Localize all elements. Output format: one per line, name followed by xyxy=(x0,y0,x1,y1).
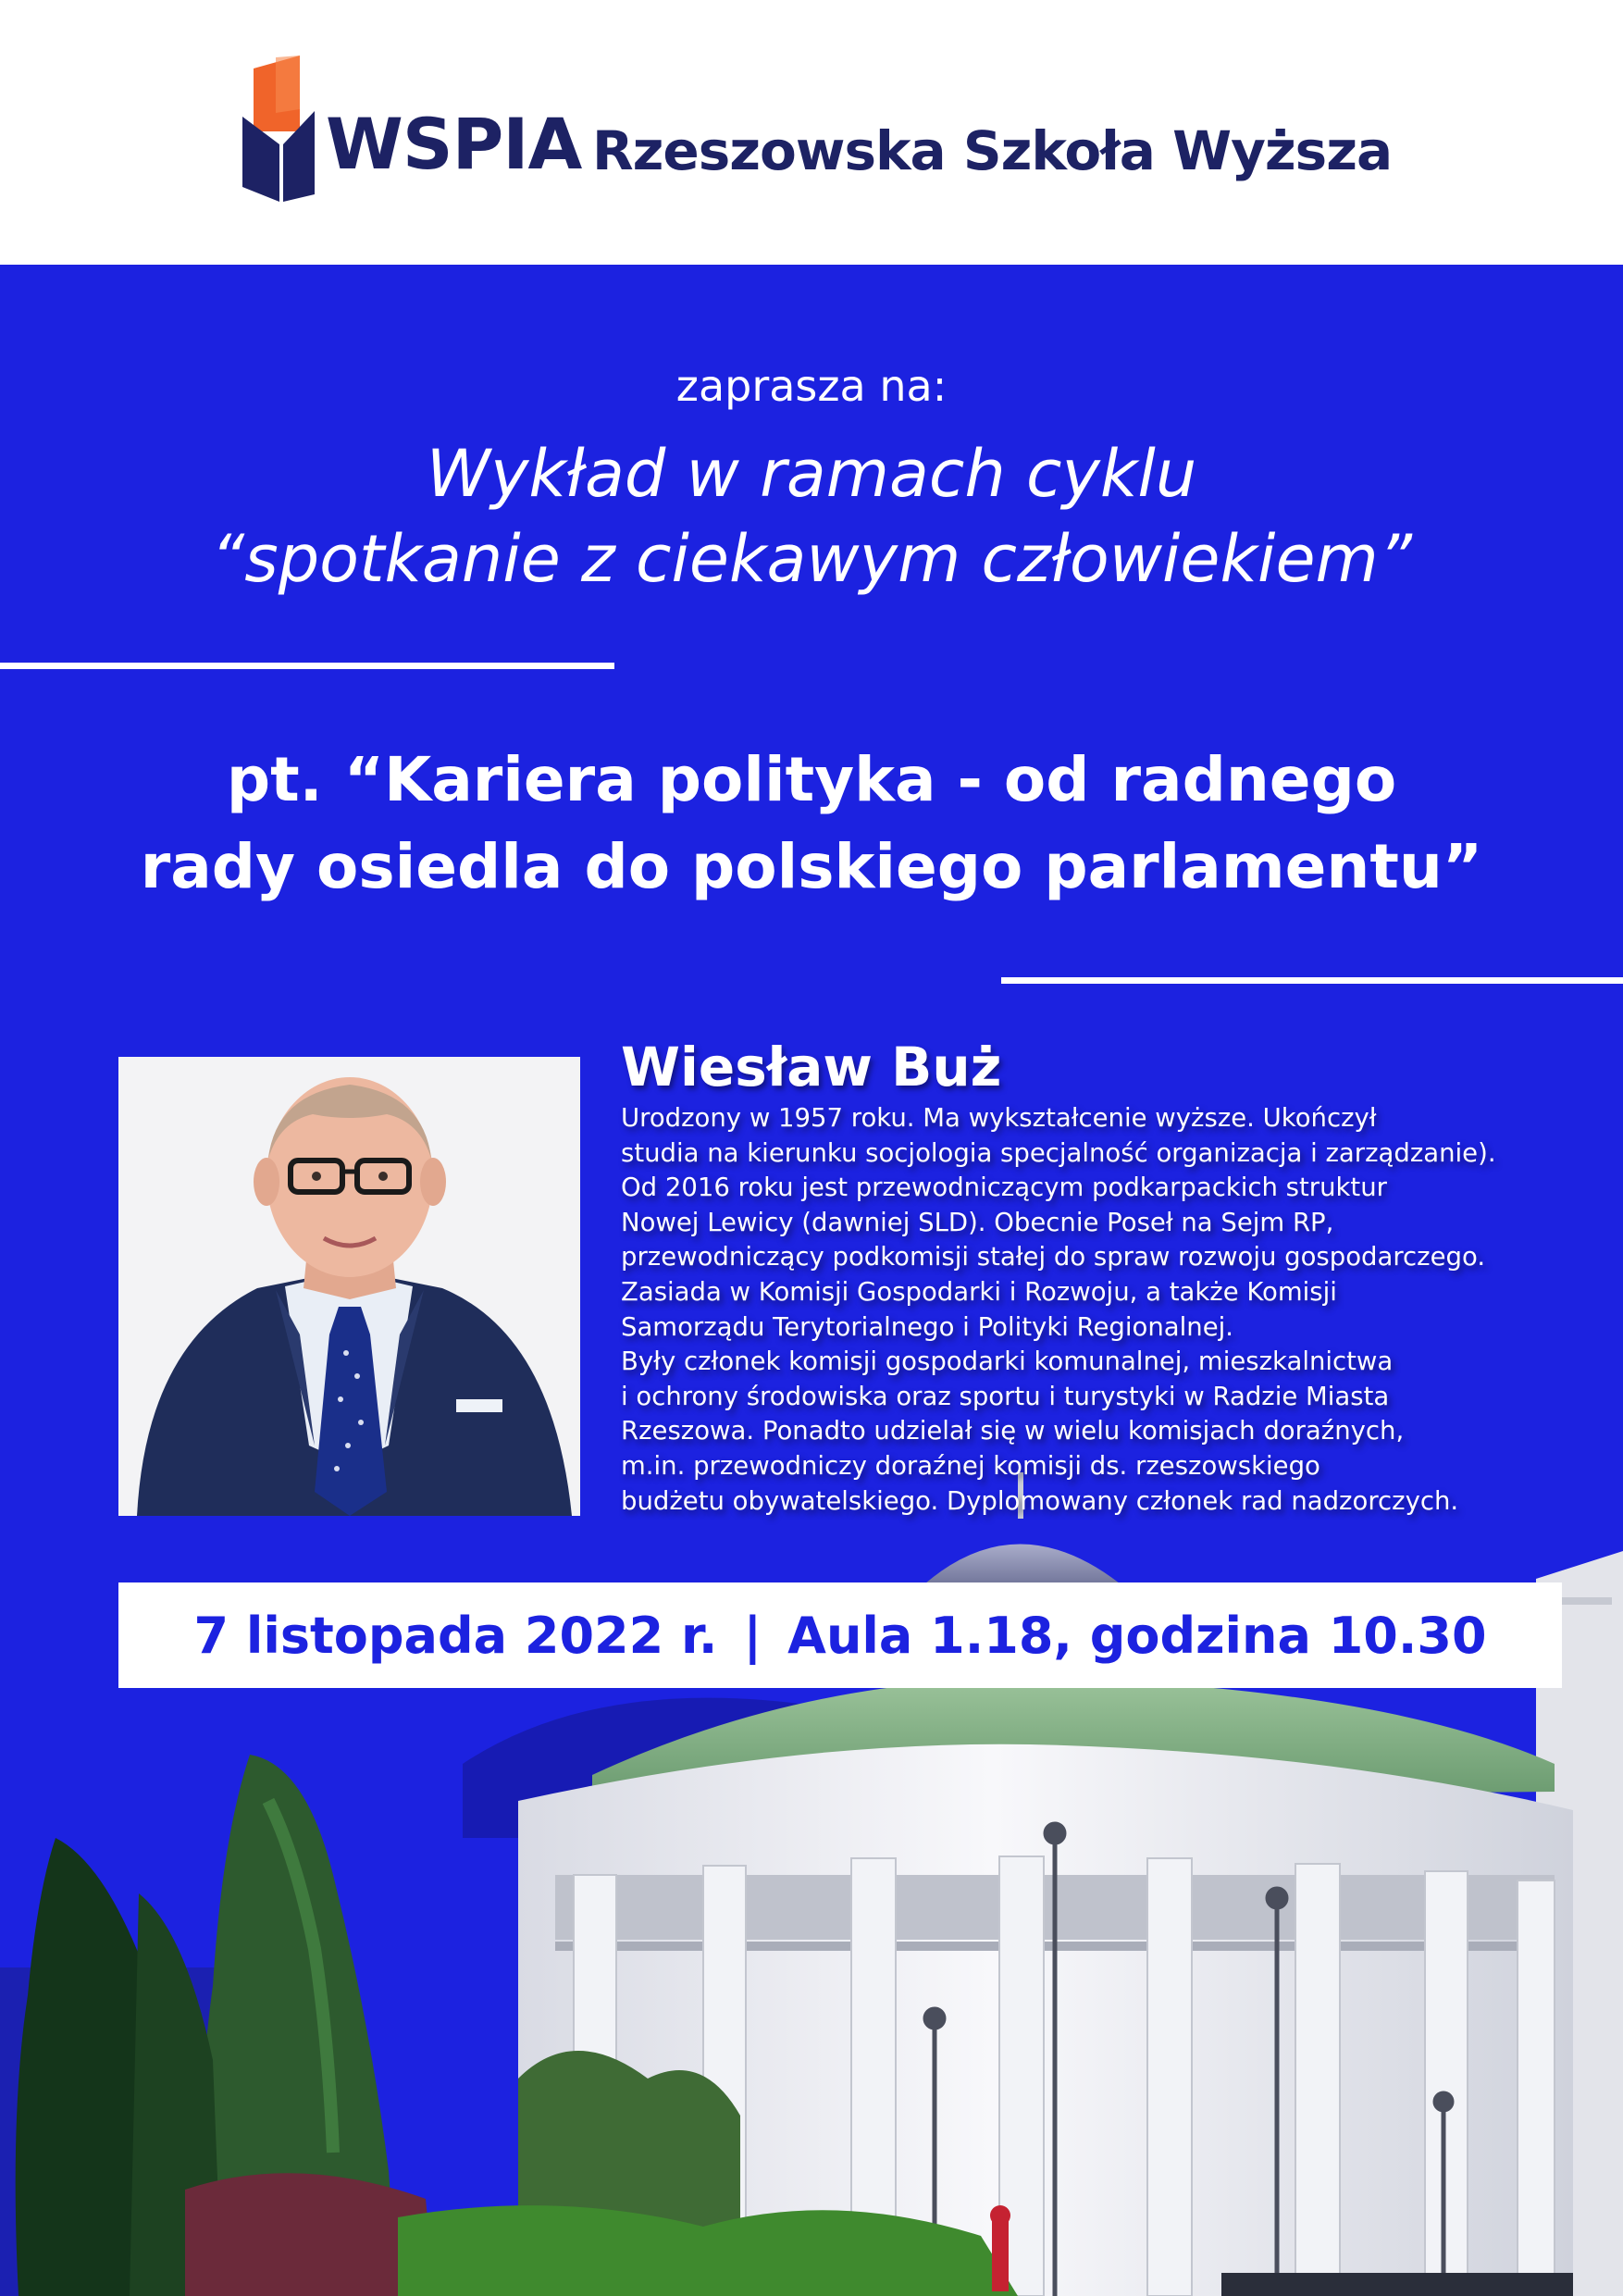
series-line-1: Wykład w ramach cyklu xyxy=(426,436,1197,512)
wspia-logo-icon xyxy=(242,56,315,202)
event-separator: | xyxy=(743,1606,762,1665)
invite-intro: zaprasza na: xyxy=(675,361,948,411)
speaker-bio xyxy=(621,1101,1602,1519)
divider-right xyxy=(1001,977,1623,984)
bio-line: Od 2016 roku jest przewodniczącym podkarpackich struktur xyxy=(621,1173,1387,1203)
bio-line: Były członek komisji gospodarki komunalnej, mieszkalnictwa xyxy=(621,1347,1394,1377)
bio-line: Zasiada w Komisji Gospodarki i Rozwoju, a także Komisji xyxy=(621,1276,1337,1307)
lecture-title-line-1: pt. “Kariera polityka - od radnego xyxy=(226,744,1397,815)
event-details-box xyxy=(118,1582,1562,1688)
series-line-2: “spotkanie z ciekawym człowiekiem” xyxy=(211,521,1412,597)
lecture-series xyxy=(0,431,1623,602)
bio-line: i ochrony środowiska oraz sportu i turystyki w Radzie Miasta xyxy=(621,1381,1390,1411)
bio-line: przewodniczący podkomisji stałej do spraw rozwoju gospodarczego. xyxy=(621,1242,1486,1272)
speaker-name: Wiesław Buż xyxy=(621,1036,1002,1098)
bio-line: budżetu obywatelskiego. Dyplomowany członek rad nadzorczych. xyxy=(621,1485,1459,1516)
header xyxy=(0,0,1623,265)
event-date: 7 listopada 2022 r. xyxy=(193,1606,718,1665)
logo-wordmark: WSPIA xyxy=(326,103,582,185)
event-place-time: Aula 1.18, godzina 10.30 xyxy=(787,1606,1487,1665)
school-name: Rzeszowska Szkoła Wyższa xyxy=(592,119,1393,182)
bio-line: Urodzony w 1957 roku. Ma wykształcenie wyższe. Ukończył xyxy=(621,1103,1377,1133)
divider-left xyxy=(0,663,614,669)
lecture-title xyxy=(0,737,1623,911)
bio-line: m.in. przewodniczy doraźnej komisji ds. rzeszowskiego xyxy=(621,1450,1320,1481)
speaker-photo xyxy=(118,1057,580,1516)
speaker-portrait-icon xyxy=(118,1057,580,1516)
bio-line: Nowej Lewicy (dawniej SLD). Obecnie Poseł na Sejm RP, xyxy=(621,1207,1334,1237)
lecture-title-line-2: rady osiedla do polskiego parlamentu” xyxy=(140,831,1483,902)
invitation-panel xyxy=(0,265,1623,2296)
bio-line: Rzeszowa. Ponadto udzielał się w wielu komisjach doraźnych, xyxy=(621,1416,1405,1446)
bio-line: studia na kierunku socjologia specjalność organizacja i zarządzanie). xyxy=(621,1137,1496,1168)
bio-line: Samorządu Terytorialnego i Polityki Regionalnej. xyxy=(621,1311,1234,1342)
